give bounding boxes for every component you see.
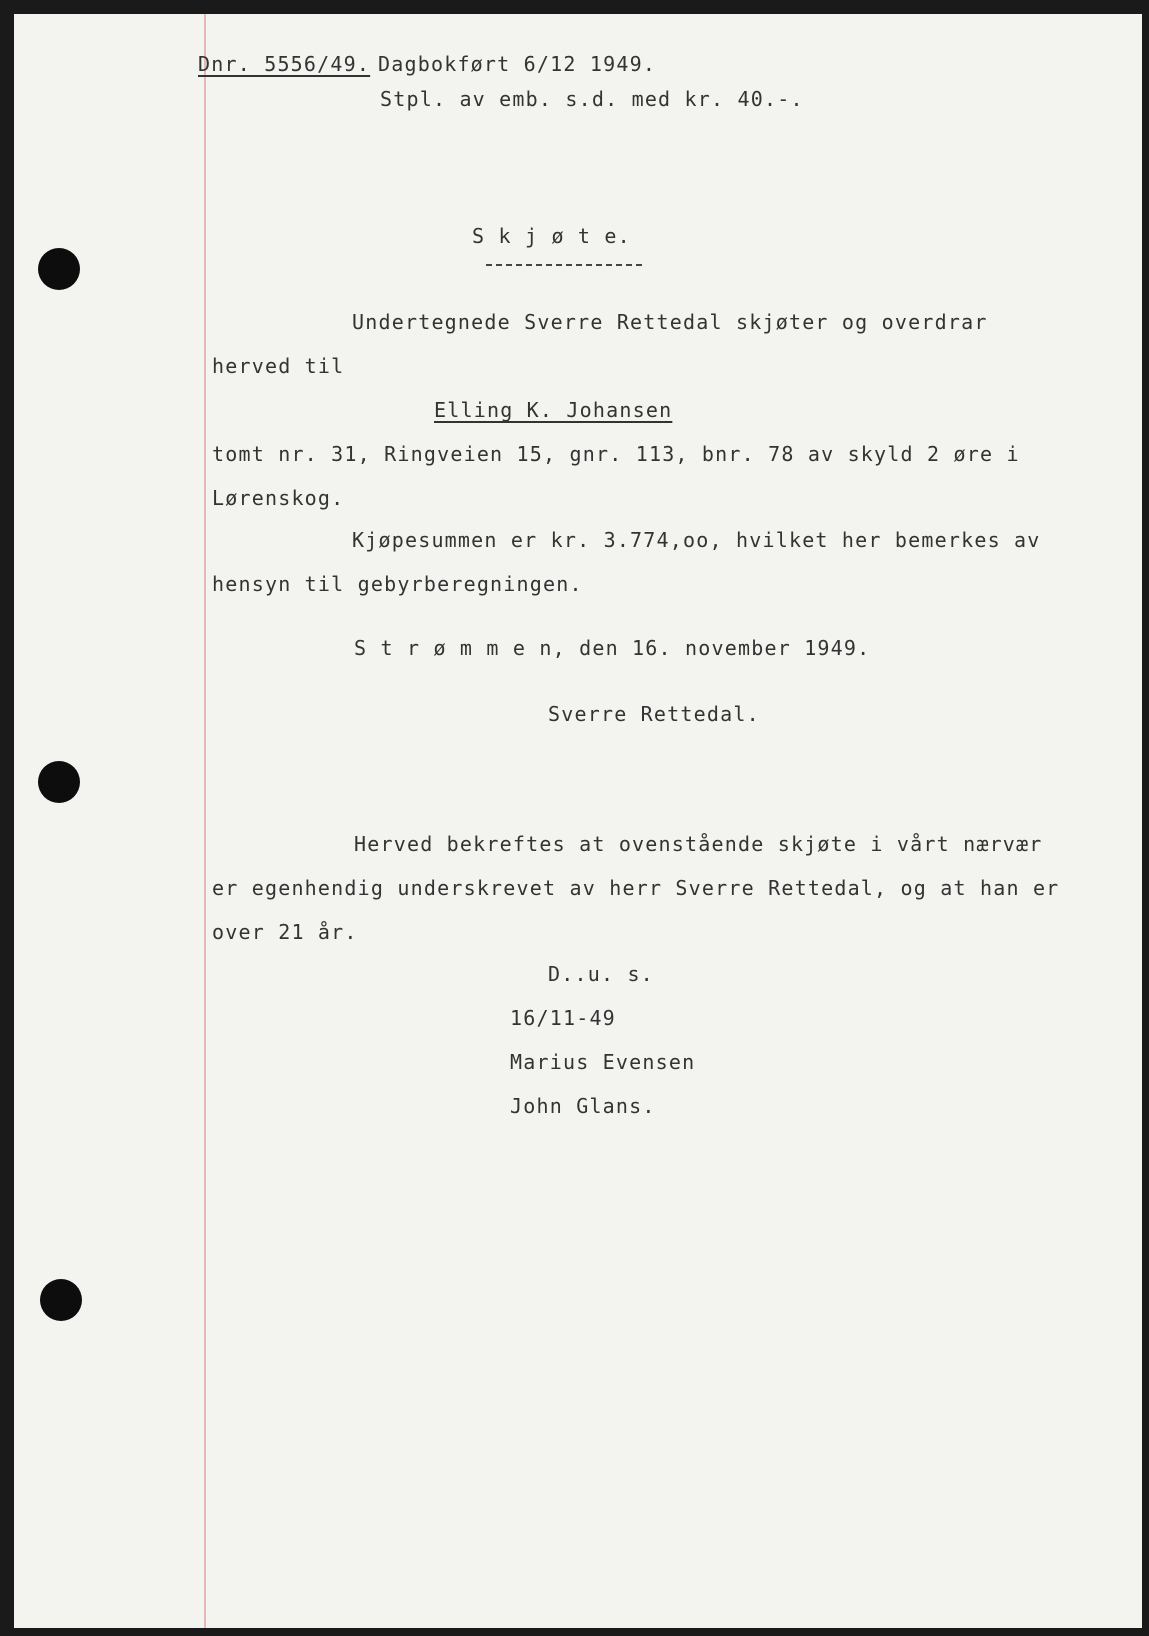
paragraph-line: Undertegnede Sverre Rettedal skjøter og overdrar (352, 310, 988, 334)
paragraph-line: Kjøpesummen er kr. 3.774,oo, hvilket her bemerkes av (352, 528, 1041, 552)
reference-number: Dnr. 5556/49. (198, 52, 371, 76)
witness-name: John Glans. (510, 1094, 656, 1118)
paragraph-line: tomt nr. 31, Ringveien 15, gnr. 113, bnr. 78 av skyld 2 øre i (212, 442, 1020, 466)
document-title: S k j ø t e. (472, 224, 631, 248)
place-date: S t r ø m m e n, den 16. november 1949. (354, 636, 871, 660)
paragraph-line: Lørenskog. (212, 486, 345, 510)
signer-name: Sverre Rettedal. (548, 702, 760, 726)
witness-line: over 21 år. (212, 920, 358, 944)
witness-date: 16/11-49 (510, 1006, 616, 1030)
witness-line: er egenhendig underskrevet av herr Sverre Rettedal, og at han er (212, 876, 1060, 900)
margin-rule (204, 14, 206, 1628)
witness-name: Marius Evensen (510, 1050, 696, 1074)
witness-line: Herved bekreftes at ovenstående skjøte i vårt nærvær (354, 832, 1043, 856)
stamp-note: Stpl. av emb. s.d. med kr. 40.-. (380, 87, 804, 111)
document-page (14, 14, 1142, 1628)
buyer-name: Elling K. Johansen (434, 398, 673, 422)
paragraph-line: herved til (212, 354, 345, 378)
journal-entry: Dagbokført 6/12 1949. (378, 52, 657, 76)
title-underline (486, 264, 642, 266)
witness-dus: D..u. s. (548, 962, 654, 986)
punch-hole (38, 248, 80, 290)
paragraph-line: hensyn til gebyrberegningen. (212, 572, 583, 596)
punch-hole (38, 761, 80, 803)
punch-hole (40, 1279, 82, 1321)
